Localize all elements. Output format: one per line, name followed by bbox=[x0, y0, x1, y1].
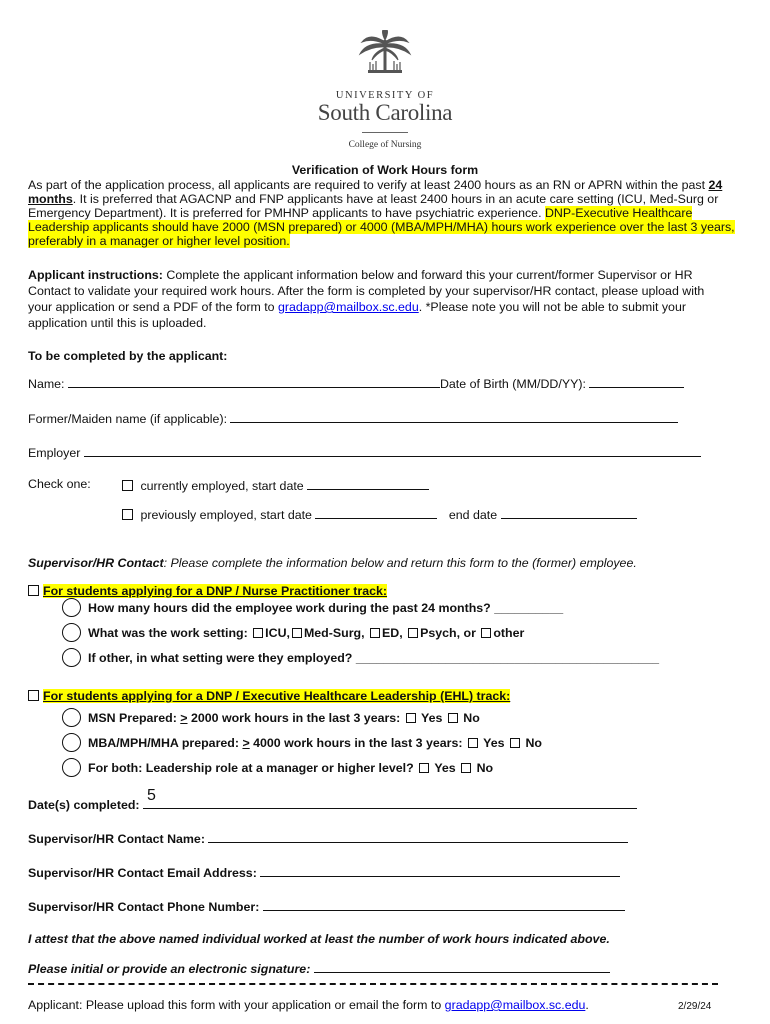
mba-radio[interactable] bbox=[62, 733, 81, 752]
ehl-track-label: For students applying for a DNP / Executive Healthcare Leadership (EHL) track: bbox=[43, 689, 511, 703]
mba-no-checkbox[interactable] bbox=[510, 738, 520, 748]
leadership-no-checkbox[interactable] bbox=[461, 763, 471, 773]
logo-divider bbox=[362, 132, 408, 133]
mba-ge-symbol: > bbox=[242, 736, 250, 750]
ed-label: ED, bbox=[382, 626, 407, 640]
contact-phone-field[interactable] bbox=[263, 898, 625, 911]
q2-prefix: What was the work setting: bbox=[88, 626, 252, 640]
intro-text-2: . It is preferred that AGACNP and FNP applicants have at least 2400 hours in an acute care setting (ICU, Med-Surg or Emergency Department). It is preferred for PMHNP applicants to have psychiatric experience. bbox=[28, 192, 719, 220]
dates-completed-label: Date(s) completed: bbox=[28, 798, 140, 812]
leadership-text: For both: Leadership role at a manager or higher level? bbox=[88, 761, 418, 775]
np-track-row bbox=[28, 584, 387, 598]
ehl-track-checkbox[interactable] bbox=[28, 690, 39, 701]
logo-college: College of Nursing bbox=[348, 140, 422, 150]
current-employment-row bbox=[122, 477, 429, 493]
icu-checkbox[interactable] bbox=[253, 628, 263, 638]
msn-yes-checkbox[interactable] bbox=[406, 713, 416, 723]
current-start-date-field[interactable] bbox=[307, 477, 429, 490]
other-label: other bbox=[493, 626, 525, 640]
dates-completed-row bbox=[28, 787, 637, 812]
msn-prefix: MSN Prepared: bbox=[88, 711, 181, 725]
logo-university-name: South Carolina bbox=[317, 100, 453, 125]
current-employed-label: currently employed, start date bbox=[140, 479, 304, 493]
usc-logo bbox=[290, 30, 480, 155]
supervisor-heading bbox=[28, 556, 637, 570]
q2-radio[interactable] bbox=[62, 623, 81, 642]
supervisor-heading-text: : Please complete the information below and return this form to the (former) employee. bbox=[163, 556, 637, 570]
contact-email-row bbox=[28, 864, 620, 880]
name-label: Name: bbox=[28, 377, 65, 391]
q3-text: If other, in what setting were they employed? ____________________________________________ bbox=[88, 651, 660, 665]
intro-highlight: DNP-Executive Healthcare Leadership applicants should have 2000 (MSN prepared) or 4000 (MBA/MPH/MHA) hours work experience over the last 3 years, preferably in a manager or higher level position. bbox=[28, 206, 735, 248]
signature-field[interactable] bbox=[314, 960, 610, 973]
ehl-track-row bbox=[28, 689, 510, 703]
instructions-label: Applicant instructions: bbox=[28, 268, 163, 282]
ed-checkbox[interactable] bbox=[370, 628, 380, 638]
msn-suffix: 2000 work hours in the last 3 years: bbox=[187, 711, 404, 725]
instructions-paragraph bbox=[28, 267, 728, 331]
previous-employment-row bbox=[122, 506, 637, 522]
q2-row bbox=[88, 626, 524, 640]
employer-label: Employer bbox=[28, 446, 81, 460]
former-name-row bbox=[28, 410, 678, 426]
previous-employed-label: previously employed, start date bbox=[140, 508, 312, 522]
cut-line bbox=[28, 983, 718, 985]
signature-row bbox=[28, 960, 610, 976]
msn-yes-label: Yes bbox=[420, 711, 443, 725]
np-track-checkbox[interactable] bbox=[28, 585, 39, 596]
dates-completed-field[interactable] bbox=[143, 787, 637, 809]
mba-prefix: MBA/MPH/MHA prepared: bbox=[88, 736, 243, 750]
msn-no-label: No bbox=[463, 711, 480, 725]
contact-email-field[interactable] bbox=[260, 864, 620, 877]
q1-text: How many hours did the employee work during the past 24 months? __________ bbox=[88, 601, 564, 615]
intro-text-1: As part of the application process, all applicants are required to verify at least 2400 hours as an RN or APRN within the past bbox=[28, 178, 709, 192]
end-date-field[interactable] bbox=[501, 506, 637, 519]
name-row bbox=[28, 375, 718, 391]
contact-name-label: Supervisor/HR Contact Name: bbox=[28, 832, 205, 846]
mba-suffix: 4000 work hours in the last 3 years: bbox=[249, 736, 466, 750]
signature-label: Please initial or provide an electronic signature: bbox=[28, 962, 311, 976]
msn-no-checkbox[interactable] bbox=[448, 713, 458, 723]
mba-row bbox=[88, 736, 542, 750]
mba-yes-label: Yes bbox=[483, 736, 505, 750]
form-title: Verification of Work Hours form bbox=[291, 163, 479, 177]
med-surg-checkbox[interactable] bbox=[292, 628, 302, 638]
dob-label: Date of Birth (MM/DD/YY): bbox=[439, 377, 586, 391]
footer-date: 2/29/24 bbox=[678, 1001, 712, 1012]
footer-text bbox=[28, 998, 589, 1012]
check-one-label: Check one: bbox=[28, 477, 91, 491]
q1-radio[interactable] bbox=[62, 598, 81, 617]
employer-row bbox=[28, 444, 701, 460]
previous-employed-checkbox[interactable] bbox=[122, 509, 133, 520]
q3-radio[interactable] bbox=[62, 648, 81, 667]
psych-checkbox[interactable] bbox=[408, 628, 418, 638]
instructions-text-2: . *Please note you will not be able to submit your application until this is uploaded. bbox=[28, 300, 686, 330]
former-name-label: Former/Maiden name (if applicable): bbox=[28, 412, 228, 426]
other-checkbox[interactable] bbox=[481, 628, 491, 638]
supervisor-heading-label: Supervisor/HR Contact bbox=[28, 556, 164, 570]
previous-start-date-field[interactable] bbox=[315, 506, 437, 519]
leadership-radio[interactable] bbox=[62, 758, 81, 777]
applicant-heading: To be completed by the applicant: bbox=[28, 349, 228, 363]
contact-email-label: Supervisor/HR Contact Email Address: bbox=[28, 866, 257, 880]
psych-label: Psych, or bbox=[420, 626, 480, 640]
contact-name-row bbox=[28, 830, 628, 846]
contact-phone-label: Supervisor/HR Contact Phone Number: bbox=[28, 900, 260, 914]
palmetto-tree-icon bbox=[290, 30, 480, 88]
logo-university-of: UNIVERSITY OF bbox=[335, 90, 435, 101]
np-track-label: For students applying for a DNP / Nurse Practitioner track: bbox=[43, 584, 388, 598]
intro-months: 24 months bbox=[28, 178, 723, 206]
dob-field[interactable] bbox=[589, 375, 684, 388]
msn-radio[interactable] bbox=[62, 708, 81, 727]
current-employed-checkbox[interactable] bbox=[122, 480, 133, 491]
msn-row bbox=[88, 711, 480, 725]
footer-email-link[interactable]: gradapp@mailbox.sc.edu bbox=[444, 998, 586, 1012]
intro-paragraph bbox=[28, 178, 740, 248]
former-name-field[interactable] bbox=[230, 410, 678, 423]
leadership-yes-label: Yes bbox=[434, 761, 456, 775]
icu-label: ICU, bbox=[265, 626, 290, 640]
instructions-text-1: Complete the applicant information below and forward this your current/former Supervisor or HR Contact to validate your required work hours. After the form is completed by your supervisor/HR contact, please upload with your application or send a PDF of the form to bbox=[28, 268, 705, 314]
dates-completed-value: 5 bbox=[147, 787, 156, 804]
msn-ge-symbol: > bbox=[180, 711, 188, 725]
leadership-row bbox=[88, 761, 493, 775]
instructions-email-link[interactable]: gradapp@mailbox.sc.edu bbox=[278, 300, 419, 314]
leadership-no-label: No bbox=[476, 761, 494, 775]
employer-field[interactable] bbox=[84, 444, 701, 457]
footer-period: . bbox=[585, 998, 589, 1012]
contact-name-field[interactable] bbox=[208, 830, 628, 843]
mba-no-label: No bbox=[525, 736, 542, 750]
end-date-label: end date bbox=[448, 508, 498, 522]
med-surg-label: Med-Surg, bbox=[303, 626, 368, 640]
footer-message: Applicant: Please upload this form with your application or email the form to bbox=[28, 998, 445, 1012]
mba-yes-checkbox[interactable] bbox=[468, 738, 478, 748]
attestation-text: I attest that the above named individual worked at least the number of work hours indicated above. bbox=[28, 932, 610, 946]
contact-phone-row bbox=[28, 898, 625, 914]
leadership-yes-checkbox[interactable] bbox=[419, 763, 429, 773]
name-field[interactable] bbox=[68, 375, 440, 388]
